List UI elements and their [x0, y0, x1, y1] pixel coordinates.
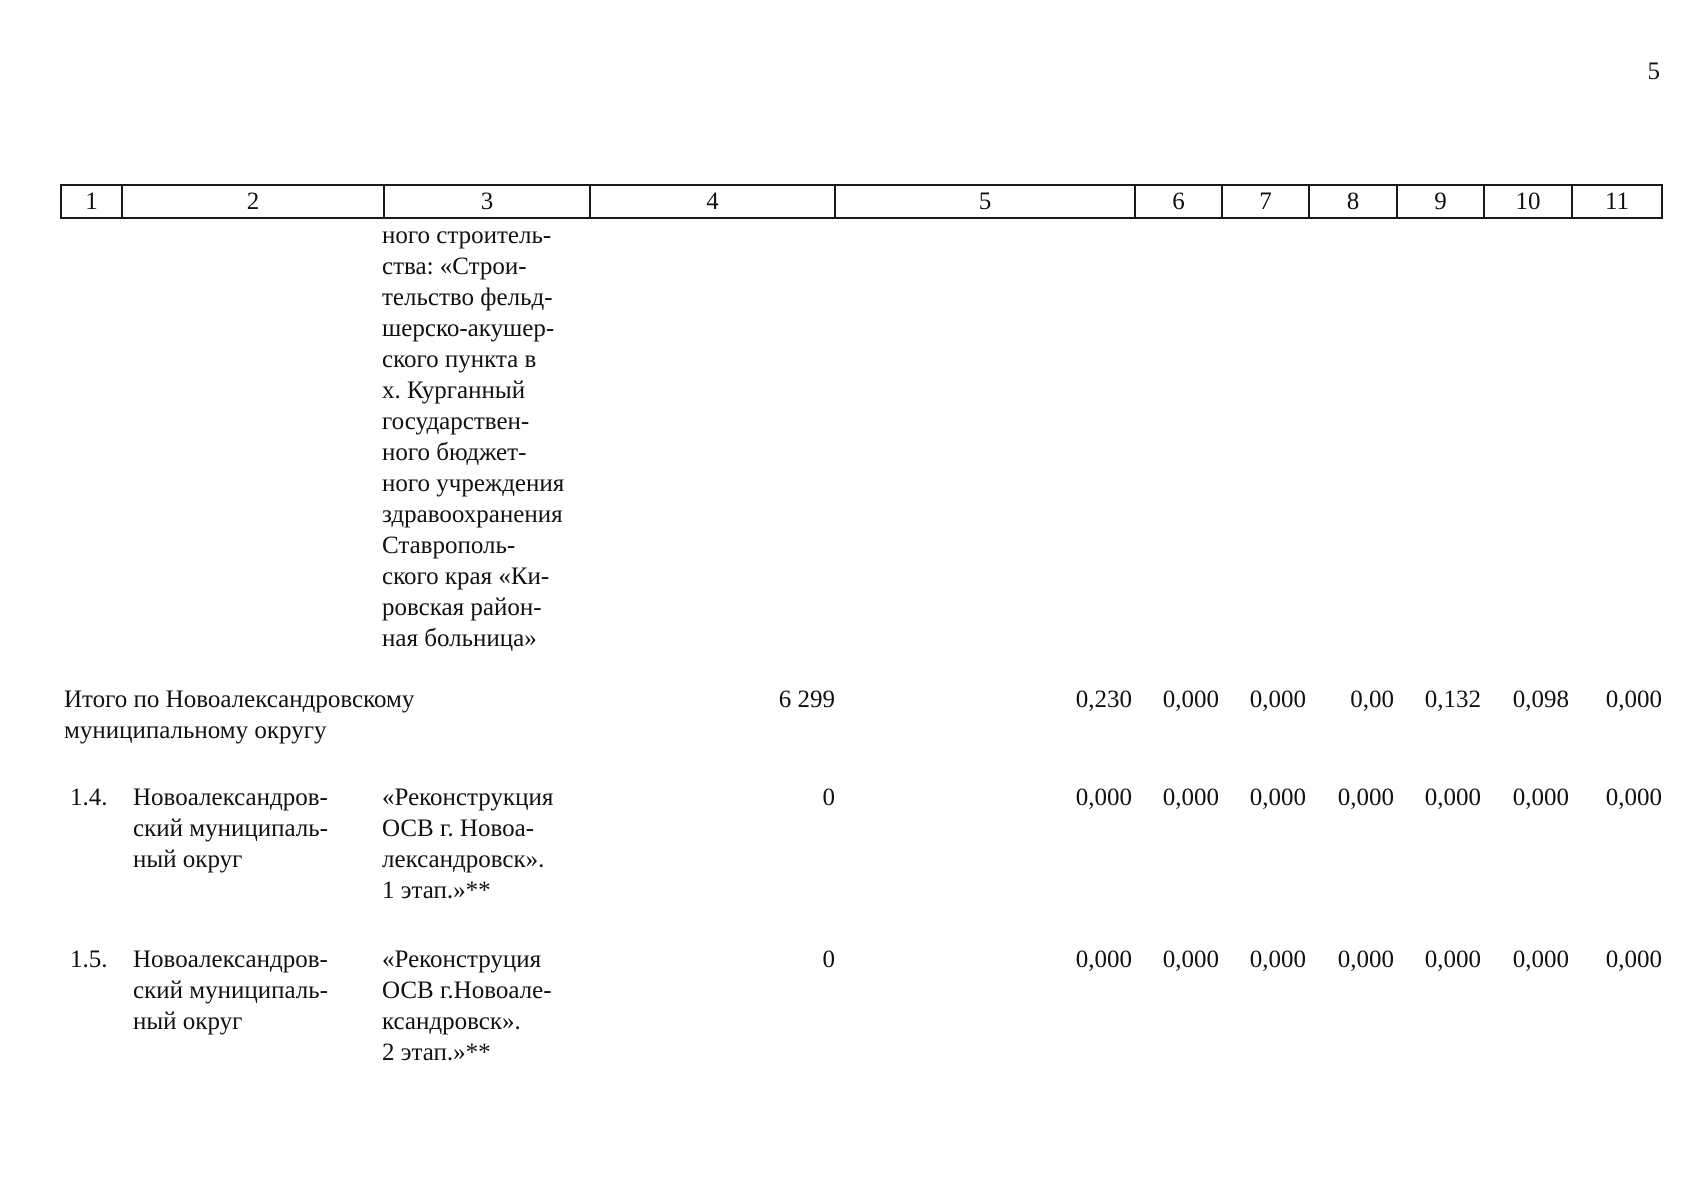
header-col-2: 2 — [122, 185, 384, 218]
text-line: ОСВ г. Новоа- — [382, 815, 535, 842]
value-col10: 0,000 — [1424, 784, 1481, 811]
text-line: лександровск». — [382, 846, 545, 873]
text-line: 2 этап.»** — [382, 1039, 491, 1066]
value-col10: 0,000 — [1424, 946, 1481, 973]
header-col-11: 11 — [1572, 185, 1662, 218]
header-col-1: 1 — [61, 185, 122, 218]
row-values — [1052, 782, 1662, 813]
text-line: ксандровск». — [382, 1008, 521, 1035]
text-line: 1 этап.»** — [382, 877, 491, 904]
text-line: муниципальному округу — [64, 717, 327, 744]
text-line: Итого по Новоалександровскому — [64, 686, 415, 713]
header-col-9: 9 — [1397, 185, 1484, 218]
row-municipality — [133, 944, 363, 1037]
text-line: ства: «Строи- — [382, 253, 527, 280]
value-col8: 0,000 — [1249, 686, 1306, 713]
value-col11: 0,098 — [1512, 686, 1569, 713]
row-number: 1.5. — [70, 946, 108, 973]
header-col-5: 5 — [835, 185, 1135, 218]
text-line: ского края «Ки- — [382, 563, 550, 590]
value-col12: 0,000 — [1605, 784, 1662, 811]
text-line: «Реконструция — [382, 946, 542, 973]
value-col12: 0,000 — [1605, 686, 1662, 713]
text-line: Новоалександров- — [133, 784, 328, 811]
text-line: шерско-акушер- — [382, 315, 555, 342]
row-municipality — [133, 782, 363, 875]
value-col9: 0,000 — [1337, 784, 1394, 811]
total-values — [1052, 684, 1662, 715]
page-number: 5 — [1647, 58, 1660, 85]
continuation-col3 — [382, 220, 590, 654]
value-col9: 0,00 — [1350, 686, 1394, 713]
text-line: Ставрополь- — [382, 532, 516, 559]
row-object — [382, 944, 587, 1068]
column-number-header — [60, 184, 1663, 219]
value-col11: 0,000 — [1512, 784, 1569, 811]
text-line: ОСВ г.Новоале- — [382, 977, 552, 1004]
text-line: х. Курганный — [382, 377, 526, 404]
text-line: ный округ — [133, 1008, 243, 1035]
row-col4: 0 — [822, 946, 835, 973]
value-col6: 0,000 — [1075, 784, 1132, 811]
total-label — [64, 684, 414, 746]
header-col-7: 7 — [1222, 185, 1309, 218]
header-col-10: 10 — [1484, 185, 1572, 218]
value-col12: 0,000 — [1605, 946, 1662, 973]
value-col9: 0,000 — [1337, 946, 1394, 973]
text-line: ровская район- — [382, 594, 542, 621]
row-col4: 0 — [822, 784, 835, 811]
row-values — [1052, 944, 1662, 975]
row-object — [382, 782, 587, 906]
header-col-6: 6 — [1135, 185, 1222, 218]
header-col-3: 3 — [384, 185, 590, 218]
value-col6: 0,000 — [1075, 946, 1132, 973]
value-col7: 0,000 — [1162, 784, 1219, 811]
text-line: государствен- — [382, 408, 530, 435]
value-col7: 0,000 — [1162, 946, 1219, 973]
header-col-8: 8 — [1309, 185, 1397, 218]
value-col8: 0,000 — [1249, 946, 1306, 973]
text-line: Новоалександров- — [133, 946, 328, 973]
text-line: ский муниципаль- — [133, 977, 328, 1004]
text-line: ного бюджет- — [382, 439, 527, 466]
text-line: ный округ — [133, 846, 243, 873]
text-line: здравоохранения — [382, 501, 563, 528]
text-line: тельство фельд- — [382, 284, 553, 311]
text-line: ная больница» — [382, 625, 537, 652]
value-col11: 0,000 — [1512, 946, 1569, 973]
text-line: ского пункта в — [382, 346, 537, 373]
total-col4: 6 299 — [778, 686, 835, 713]
text-line: «Реконструкция — [382, 784, 554, 811]
value-col7: 0,000 — [1162, 686, 1219, 713]
value-col6: 0,230 — [1075, 686, 1132, 713]
row-number: 1.4. — [70, 784, 108, 811]
text-line: ский муниципаль- — [133, 815, 328, 842]
value-col10: 0,132 — [1424, 686, 1481, 713]
text-line: ного учреждения — [382, 470, 565, 497]
text-line: ного строитель- — [382, 222, 552, 249]
header-col-4: 4 — [590, 185, 835, 218]
value-col8: 0,000 — [1249, 784, 1306, 811]
